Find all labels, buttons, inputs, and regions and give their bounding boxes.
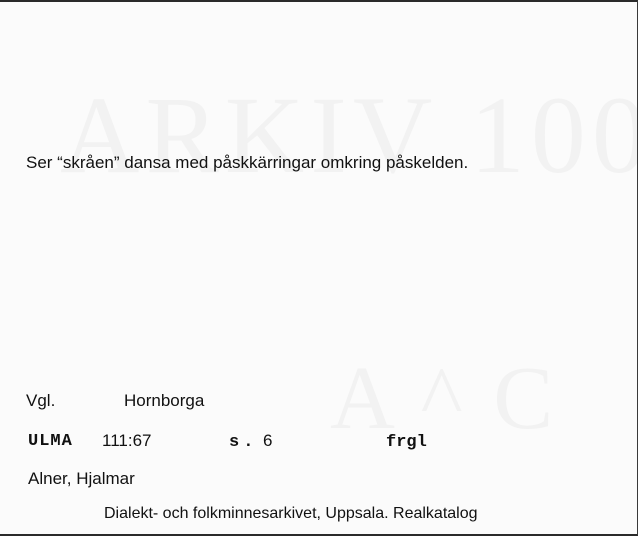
place-name: Hornborga [124, 391, 205, 410]
archive-code: ULMA [28, 432, 73, 451]
page-label: s. [229, 433, 258, 452]
page-number: 6 [263, 431, 273, 450]
footer-catalog: Dialekt- och folkminnesarkivet, Uppsala. Realkatalog [104, 505, 478, 522]
place-prefix: Vgl. [26, 391, 56, 410]
card-description: Ser “skråen” dansa med påskkärringar omkring påskelden. [26, 153, 469, 172]
informant-name: Alner, Hjalmar [28, 469, 135, 488]
category-code: frgl [386, 433, 427, 452]
archive-number: 111:67 [102, 431, 152, 450]
